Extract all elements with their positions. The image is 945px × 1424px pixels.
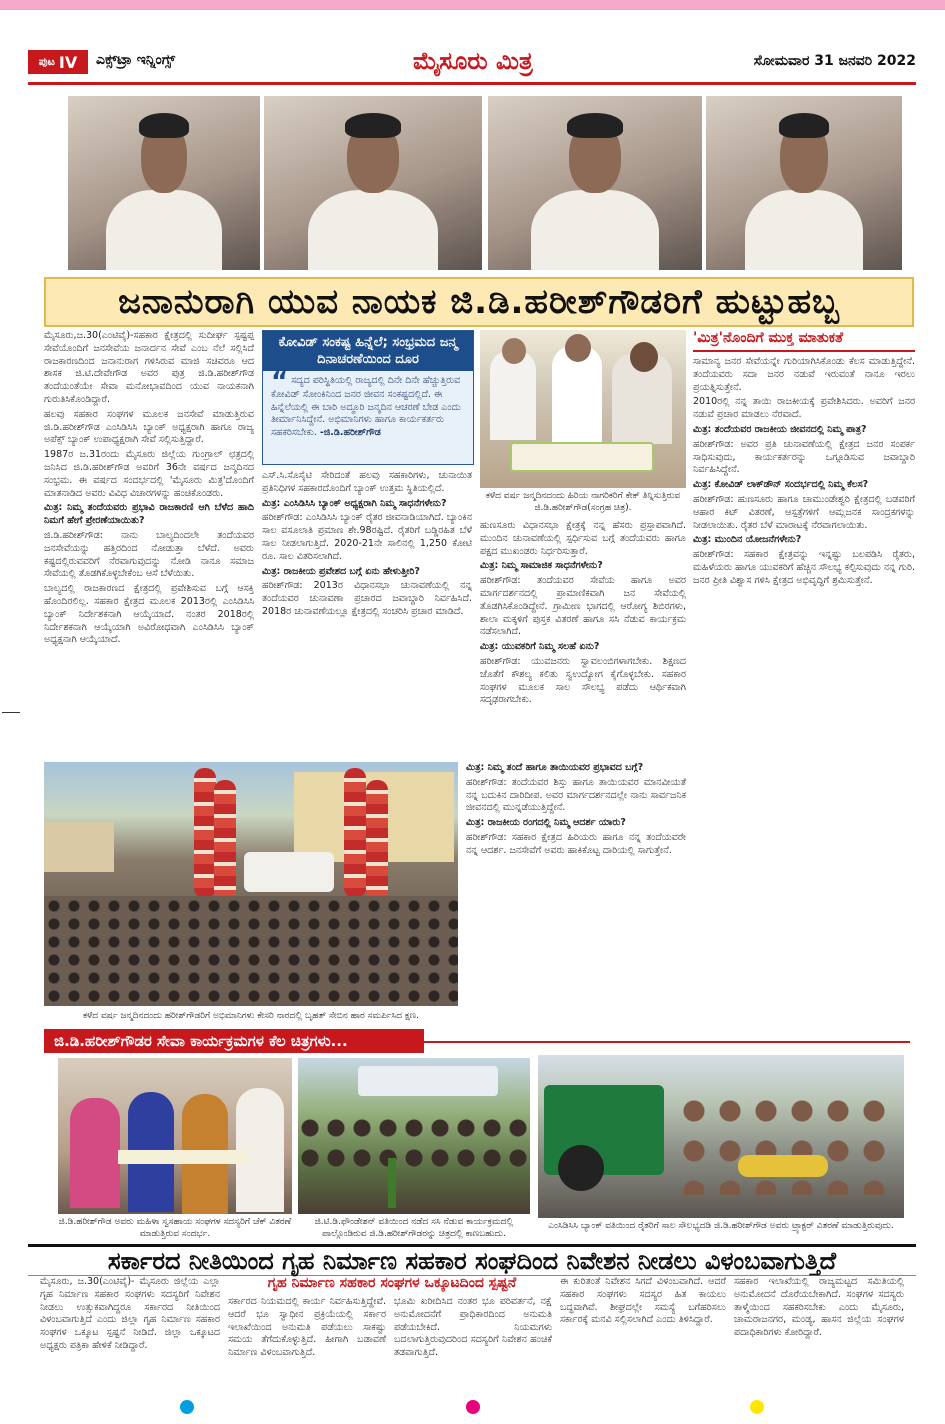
article-paragraph: 1987ರ ಜ.31ರಂದು ಮೈಸೂರು ಜಿಲ್ಲೆಯ ಗುಂಗ್ರಾಲ್ ಛತ್ರದಲ್ಲಿ ಜನಿಸಿದ ಜಿ.ಡಿ.ಹರೀಶ್‌ಗೌಡ ಅವರಿಗೆ 36ನೇ ವರ್ಷದ ಜನ್ಮದಿನದ ಸಂಭ್ರಮ. ಈ ವರ್ಷದ ಸಂದರ್ಭದಲ್ಲಿ 'ಮೈಸೂರು ಮಿತ್ರ'ದೊಂದಿಗೆ ಮಾತನಾಡಿದ ಅವರು ವಿವಿಧ ವಿಚಾರಗಳನ್ನು ಹಂಚಿಕೊಂಡರು. bbox=[44, 449, 254, 499]
interview-answer: ಹರೀಶ್‌ಗೌಡ: ತಂದೆಯವರ ಸೇವೆಯ ಹಾಗೂ ಅವರ ಮಾರ್ಗದರ್ಶನದಲ್ಲಿ ಪ್ರಾಮಾಣಿಕವಾಗಿ ಜನ ಸೇವೆಯಲ್ಲಿ ತೊಡಗಿಸಿಕೊಂಡಿದ್ದೇನೆ. ಗ್ರಾಮೀಣ ಭಾಗದಲ್ಲಿ ಆರೋಗ್ಯ ಶಿಬಿರಗಳು, ಶಾಲಾ ಮಕ್ಕಳಿಗೆ ಪುಸ್ತಕ ವಿತರಣೆ ಹಾಗೂ ಸಸಿ ನೆಡುವ ಕಾರ್ಯಕ್ರಮ ನಡೆಸಲಾಗಿದೆ. bbox=[480, 575, 686, 638]
interview-answer: ಜಿ.ಡಿ.ಹರೀಶ್‌ಗೌಡ: ನಾನು ಬಾಲ್ಯದಿಂದಲೇ ತಂದೆಯವರ ಜನಸೇವೆಯನ್ನು ಹತ್ತಿರದಿಂದ ನೋಡುತ್ತಾ ಬೆಳೆದೆ. ಅವರು ಕಷ್ಟದಲ್ಲಿರುವವರಿಗೆ ನೆರವಾಗುವುದನ್ನು ನೋಡಿ ನಾನೂ ಸಮಾಜ ಸೇವೆಯಲ್ಲಿ ತೊಡಗಿಕೊಳ್ಳಬೇಕೆಂಬ ಆಸೆ ಬೆಳೆಯಿತು. bbox=[44, 529, 254, 580]
interview-answer: ಹರೀಶ್‌ಗೌಡ: ಸಹಕಾರ ಕ್ಷೇತ್ರವನ್ನು ಇನ್ನಷ್ಟು ಬಲಪಡಿಸಿ ರೈತರು, ಮಹಿಳೆಯರು ಹಾಗೂ ಯುವಕರಿಗೆ ಹೆಚ್ಚಿನ ಸೌಲಭ್ಯ ಕಲ್ಪಿಸುವುದು ನನ್ನ ಗುರಿ. ಜನರ ಪ್ರೀತಿ ವಿಶ್ವಾಸ ಗಳಿಸಿ ಕ್ಷೇತ್ರದ ಅಭಿವೃದ್ಧಿಗೆ ಶ್ರಮಿಸುತ್ತೇನೆ. bbox=[693, 549, 915, 586]
quote-text: ಸದ್ಯದ ಪರಿಸ್ಥಿತಿಯಲ್ಲಿ ರಾಜ್ಯದಲ್ಲಿ ದಿನೇ ದಿನೇ ಹೆಚ್ಚುತ್ತಿರುವ ಕೋವಿಡ್ ಸೋಂಕಿನಿಂದ ಜನರ ಜೀವನ ಸಂಕಷ್ಟದಲ್ಲಿದೆ. ಈ ಹಿನ್ನೆಲೆಯಲ್ಲಿ ಈ ಬಾರಿ ಅದ್ಧೂರಿ ಜನ್ಮದಿನ ಆಚರಣೆ ಬೇಡ ಎಂದು ತೀರ್ಮಾನಿಸಿದ್ದೇನೆ. ಅಭಿಮಾನಿಗಳು ಹಾಗೂ ಕಾರ್ಯಕರ್ತರು ಸಹಕರಿಸಬೇಕು. bbox=[271, 375, 461, 438]
interview-answer: ಹರೀಶ್‌ಗೌಡ: ತಂದೆಯವರ ಶಿಸ್ತು ಹಾಗೂ ತಾಯಿಯವರ ಮಾನವೀಯತೆ ನನ್ನ ಬದುಕಿನ ದಾರಿದೀಪ. ಅವರ ಮಾರ್ಗದರ್ಶನದಲ್ಲೇ ನಾನು ಸಾರ್ವಜನಿಕ ಜೀವನದಲ್ಲಿ ಮುನ್ನಡೆಯುತ್ತಿದ್ದೇನೆ. bbox=[466, 776, 686, 814]
portrait-photo-4 bbox=[706, 96, 902, 270]
fold-mark bbox=[2, 712, 20, 713]
interview-question: ಮಿತ್ರ: ರಾಜಕೀಯ ರಂಗದಲ್ಲಿ ನಿಮ್ಮ ಆದರ್ಶ ಯಾರು? bbox=[466, 817, 626, 829]
page-prefix: ಪುಟ bbox=[38, 55, 55, 68]
interview-answer: ಹರೀಶ್‌ಗೌಡ: ಯುವಜನರು ಸ್ವಾವಲಂಬಿಗಳಾಗಬೇಕು. ಶಿಕ್ಷಣದ ಜೊತೆಗೆ ಕೌಶಲ್ಯ ಕಲಿತು ಸ್ವಉದ್ಯೋಗ ಕೈಗೊಳ್ಳಬೇಕು. ಸಹಕಾರ ಸಂಘಗಳ ಮೂಲಕ ಸಾಲ ಸೌಲಭ್ಯ ಪಡೆದು ಆರ್ಥಿಕವಾಗಿ ಸದೃಢರಾಗಬೇಕು. bbox=[480, 655, 686, 706]
interview-question: ಮಿತ್ರ: ನಿಮ್ಮ ಸಾಮಾಜಿಕ ಸಾಧನೆಗಳೇನು? bbox=[480, 560, 603, 572]
page-number-badge bbox=[28, 50, 88, 74]
cake-cutting-photo bbox=[480, 330, 686, 488]
article-column-3 bbox=[480, 520, 686, 754]
interview-answer: ಬಾಲ್ಯದಲ್ಲಿ ರಾಜಕಾರಣದ ಕ್ಷೇತ್ರದಲ್ಲಿ ಪ್ರವೇಶಿಸುವ ಬಗ್ಗೆ ಆಸಕ್ತಿ ಹೊಂದಿರಲಿಲ್ಲ. ಸಹಕಾರ ಕ್ಷೇತ್ರದ ಮೂಲಕ 2013ರಲ್ಲಿ ಎಂಸಿಡಿಸಿಸಿ ಬ್ಯಾಂಕ್ ನಿರ್ದೇಶಕನಾಗಿ ಆಯ್ಕೆಯಾದೆ. ನಂತರ 2018ರಲ್ಲಿ ನಿರ್ದೇಶಕನಾಗಿ ಆಯ್ಕೆಯಾಗಿ ಅವಿರೋಧವಾಗಿ ಎಂಸಿಡಿಸಿಸಿ ಬ್ಯಾಂಕ್ ಅಧ್ಯಕ್ಷನಾಗಿ ಆಯ್ಕೆಯಾದೆ. bbox=[44, 583, 254, 646]
interview-answer: ಹರೀಶ್‌ಗೌಡ: ಸಹಕಾರ ಕ್ಷೇತ್ರದ ಹಿರಿಯರು ಹಾಗೂ ನನ್ನ ತಂದೆಯವರೇ ನನ್ನ ಆದರ್ಶ. ಜನಸೇವೆಗೆ ಅವರು ಹಾಕಿಕೊಟ್ಟ ದಾರಿಯಲ್ಲಿ ಸಾಗುತ್ತೇನೆ. bbox=[466, 831, 686, 856]
covid-box-heading: ಕೋವಿಡ್ ಸಂಕಷ್ಟ ಹಿನ್ನೆಲೆ; ಸಂಭ್ರಮದ ಜನ್ಮ ದಿನಾಚರಣೆಯಿಂದ ದೂರ bbox=[263, 331, 473, 371]
portrait-photo-1 bbox=[68, 96, 260, 270]
portrait-photo-2 bbox=[264, 96, 482, 270]
interview-answer: ಹರೀಶ್‌ಗೌಡ: ಹುಣಸೂರು ಹಾಗೂ ಚಾಮುಂಡೇಶ್ವರಿ ಕ್ಷೇತ್ರದಲ್ಲಿ ಬಡವರಿಗೆ ಆಹಾರ ಕಿಟ್ ವಿತರಣೆ, ಆಸ್ಪತ್ರೆಗಳಿಗೆ ಆಮ್ಲಜನಕ ಸಾಂದ್ರಕಗಳನ್ನು ನೀಡಲಾಯಿತು. ರೈತರ ಬೆಳೆ ಮಾರಾಟಕ್ಕೆ ನೆರವಾಗಲಾಯಿತು. bbox=[693, 493, 915, 531]
article-column-3-lower bbox=[466, 762, 686, 1024]
interview-question: ಮಿತ್ರ: ಯುವಕರಿಗೆ ನಿಮ್ಮ ಸಲಹೆ ಏನು? bbox=[480, 641, 600, 653]
interview-question: ಮಿತ್ರ: ಕೋವಿಡ್ ಲಾಕ್‌ಡೌನ್ ಸಂದರ್ಭದಲ್ಲಿ ನಿಮ್ಮ ಕೆಲಸ? bbox=[693, 479, 869, 491]
seva-photo-tree-planting bbox=[298, 1058, 530, 1214]
main-headline: ಜನಾನುರಾಗಿ ಯುವ ನಾಯಕ ಜಿ.ಡಿ.ಹರೀಶ್‌ಗೌಡರಿಗೆ ಹುಟ್ಟುಹಬ್ಬ bbox=[44, 277, 914, 327]
interview-question: ಮಿತ್ರ: ಎಂಸಿಡಿಸಿಸಿ ಬ್ಯಾಂಕ್ ಅಧ್ಯಕ್ಷರಾಗಿ ನಿಮ್ಮ ಸಾಧನೆಗಳೇನು? bbox=[262, 497, 447, 509]
interview-question: ಮಿತ್ರ: ನಿಮ್ಮ ತಂದೆ ಹಾಗೂ ತಾಯಿಯವರ ಪ್ರಭಾವದ ಬಗ್ಗೆ? bbox=[466, 762, 644, 773]
second-story-subheadline: ಗೃಹ ನಿರ್ಮಾಣ ಸಹಕಾರ ಸಂಘಗಳ ಒಕ್ಕೂಟದಿಂದ ಸ್ಪಷ್ಟನೆ bbox=[267, 1275, 517, 1291]
cake-photo-caption: ಕಳೆದ ವರ್ಷ ಜನ್ಮದಿನದಂದು ಹಿರಿಯ ನಾಗರಿಕರಿಗೆ ಕೇಕ್ ತಿನ್ನಿಸುತ್ತಿರುವ ಜಿ.ಡಿ.ಹರೀಶ್‌ಗೌಡ(ಸಂಗ್ರಹ ಚಿತ್ರ). bbox=[485, 491, 681, 513]
article-column-1 bbox=[44, 330, 254, 754]
interview-answer: ಹರೀಶ್‌ಗೌಡ: ಎಂಸಿಡಿಸಿಸಿ ಬ್ಯಾಂಕ್ ರೈತರ ಜೀವನಾಡಿಯಾಗಿದೆ. ಬ್ಯಾಂಕಿನ ಸಾಲ ವಸೂಲಾತಿ ಪ್ರಮಾಣ ಶೇ.98ರಷ್ಟಿದೆ. ರೈತರಿಗೆ ಬಡ್ಡಿರಹಿತ ಬೆಳೆ ಸಾಲ ನೀಡಲಾಗುತ್ತಿದೆ. 2020-21ನೇ ಸಾಲಿನಲ್ಲಿ 1,250 ಕೋಟಿ ರೂ. ಸಾಲ ವಿತರಿಸಲಾಗಿದೆ. bbox=[262, 512, 472, 562]
article-column-4 bbox=[693, 356, 915, 1020]
seva-caption-3: ಎಂಸಿಡಿಸಿಸಿ ಬ್ಯಾಂಕ್ ವತಿಯಿಂದ ರೈತರಿಗೆ ಸಾಲ ಸೌಲಭ್ಯದಡಿ ಜಿ.ಡಿ.ಹರೀಶ್‌ಗೌಡ ಅವರು ಟ್ರ್ಯಾಕ್ಟರ್ ವಿತರಣೆ ಮಾಡುತ್ತಿರುವುದು. bbox=[548, 1221, 894, 1231]
interview-question: ಮಿತ್ರ: ತಂದೆಯವರ ರಾಜಕೀಯ ಜೀವನದಲ್ಲಿ ನಿಮ್ಮ ಪಾತ್ರ? bbox=[693, 423, 867, 435]
seva-photo-tractor bbox=[538, 1055, 904, 1218]
quote-attribution: -ಜಿ.ಡಿ.ಹರೀಶ್‌ಗೌಡ bbox=[319, 426, 381, 438]
article-column-2 bbox=[262, 470, 472, 754]
rally-photo-caption: ಕಳೆದ ವರ್ಷ ಜನ್ಮದಿನದಂದು ಹರೀಶ್‌ಗೌಡರಿಗೆ ಅಭಿಮಾನಿಗಳು ಕೇಸರಿ ನಾರದಲ್ಲಿ ಬೃಹತ್ ಸೇಬಿನ ಹಾರ ಸಮರ್ಪಿಸಿದ ಕ್ಷಣ. bbox=[82, 1011, 419, 1021]
second-story-column-5: ಸಹಕಾರ ಇಲಾಖೆಯಲ್ಲಿ ರಾಜ್ಯಮಟ್ಟದ ಸಮಿತಿಯಲ್ಲಿ ಅನುಮೋದನೆ ದೊರೆಯಬೇಕಾಗಿದೆ. ಸಂಘಗಳ ಸದಸ್ಯರು ತಾಳ್ಮೆಯಿಂದ ಸಹಕರಿಸಬೇಕು ಎಂದು ಮೈಸೂರು, ಚಾಮರಾಜನಗರ, ಮಂಡ್ಯ, ಹಾಸನ ಜಿಲ್ಲೆಯ ಸಂಘಗಳ ಪದಾಧಿಕಾರಿಗಳು ಕೋರಿದ್ದಾರೆ. bbox=[734, 1276, 904, 1339]
article-paragraph: 2010ರಲ್ಲಿ ನನ್ನ ತಾಯಿ ರಾಜಕೀಯಕ್ಕೆ ಪ್ರವೇಶಿಸಿದರು. ಅವರಿಗೆ ಜನರ ನಡುವೆ ಪ್ರಚಾರ ಮಾಡಲು ನೆರವಾದೆ. bbox=[693, 396, 915, 421]
issue-date: ಸೋಮವಾರ 31 ಜನವರಿ 2022 bbox=[753, 53, 916, 69]
registration-dot-cyan bbox=[180, 1400, 194, 1414]
page-header bbox=[28, 44, 916, 85]
birthday-rally-photo bbox=[44, 762, 458, 1006]
second-story-column-3: ಭೂಮಿ ಖರೀದಿಸಿದ ನಂತರ ಭೂ ಪರಿವರ್ತನೆ, ನಕ್ಷೆ ಅನುಮೋದನೆಗೆ ಪ್ರಾಧಿಕಾರದಿಂದ ಅನುಮತಿ ಪಡೆಯಬೇಕಿದೆ. ನಿಯಮಗಳು ಬದಲಾಗುತ್ತಿರುವುದರಿಂದ ಸದಸ್ಯರಿಗೆ ನಿವೇಶನ ಹಂಚಿಕೆ ತಡವಾಗುತ್ತಿದೆ. bbox=[394, 1296, 552, 1359]
interview-answer: ಹರೀಶ್‌ಗೌಡ: ಅವರ ಪ್ರತಿ ಚುನಾವಣೆಯಲ್ಲಿ ಕ್ಷೇತ್ರದ ಜನರ ಸಂಪರ್ಕ ಸಾಧಿಸುವುದು, ಕಾರ್ಯಕರ್ತರನ್ನು ಒಗ್ಗೂಡಿಸುವ ಜವಾಬ್ದಾರಿ ನಿರ್ವಹಿಸಿದ್ದೇನೆ. bbox=[693, 438, 915, 476]
interview-question: ಮಿತ್ರ: ನಿಮ್ಮ ತಂದೆಯವರು ಪ್ರಭಾವಿ ರಾಜಕಾರಣಿ ಆಗಿ ಬೆಳೆದ ಹಾದಿ ನಿಮಗೆ ಹೇಗೆ ಪ್ರೇರಣೆಯಾಯಿತು? bbox=[44, 502, 254, 527]
quote-mark-icon: “ bbox=[271, 367, 289, 397]
interview-section-heading: 'ಮಿತ್ರ'ನೊಂದಿಗೆ ಮುಕ್ತ ಮಾತುಕತೆ bbox=[693, 330, 915, 352]
article-paragraph: ಸಾಮಾನ್ಯ ಜನರ ಸೇವೆಯನ್ನೇ ಗುರಿಯಾಗಿಸಿಕೊಂಡು ಕೆಲಸ ಮಾಡುತ್ತಿದ್ದೇನೆ. ತಂದೆಯವರು ಸದಾ ಜನರ ನಡುವೆ ಇರುವಂತೆ ನಾನೂ ಇರಲು ಪ್ರಯತ್ನಿಸುತ್ತೇನೆ. bbox=[693, 356, 915, 393]
interview-question: ಮಿತ್ರ: ಮುಂದಿನ ಯೋಜನೆಗಳೇನು? bbox=[693, 534, 802, 546]
registration-dot-yellow bbox=[750, 1400, 764, 1414]
masthead-logo: ಮೈಸೂರು ಮಿತ್ರ bbox=[413, 46, 533, 75]
article-paragraph: ಎಸ್‌.ಸಿ.ಸೊಸೈಟಿ ಸೇರಿದಂತೆ ಹಲವು ಸಹಕಾರಿಗಳು, ಚುನಾಯಿತ ಪ್ರತಿನಿಧಿಗಳ ಸಹಕಾರದೊಂದಿಗೆ ಬ್ಯಾಂಕ್ ಉತ್ತಮ ಸ್ಥಿತಿಯಲ್ಲಿದೆ. bbox=[262, 470, 472, 494]
section-divider bbox=[424, 1041, 910, 1043]
seva-photo-cheque bbox=[58, 1058, 292, 1214]
interview-answer: ಹರೀಶ್‌ಗೌಡ: 2013ರ ವಿಧಾನಸಭಾ ಚುನಾವಣೆಯಲ್ಲಿ ನನ್ನ ತಂದೆಯವರ ಚುನಾವಣಾ ಪ್ರಚಾರದ ಜವಾಬ್ದಾರಿ ನಿರ್ವಹಿಸಿದೆ. 2018ರ ಚುನಾವಣೆಯಲ್ಲೂ ಕ್ಷೇತ್ರದಲ್ಲಿ ಸಂಚರಿಸಿ ಪ್ರಚಾರ ಮಾಡಿದೆ. bbox=[262, 580, 472, 617]
covid-quote-box bbox=[262, 330, 474, 465]
interview-question: ಮಿತ್ರ: ರಾಜಕೀಯ ಪ್ರವೇಶದ ಬಗ್ಗೆ ಏನು ಹೇಳುತ್ತೀರಿ? bbox=[262, 565, 420, 577]
covid-box-quote bbox=[263, 367, 473, 443]
second-story-headline: ಸರ್ಕಾರದ ನೀತಿಯಿಂದ ಗೃಹ ನಿರ್ಮಾಣ ಸಹಕಾರ ಸಂಘದಿಂದ ನಿವೇಶನ ನೀಡಲು ವಿಳಂಬವಾಗುತ್ತಿದೆ bbox=[28, 1244, 916, 1276]
seva-caption-1: ಜಿ.ಡಿ.ಹರೀಶ್‌ಗೌಡ ಅವರು ಮಹಿಳಾ ಸ್ವಸಹಾಯ ಸಂಘಗಳ ಸದಸ್ಯರಿಗೆ ಚೆಕ್ ವಿತರಣೆ ಮಾಡುತ್ತಿರುವ ಸಂದರ್ಭ. bbox=[58, 1217, 292, 1239]
seva-section-heading: ಜಿ.ಡಿ.ಹರೀಶ್‌ಗೌಡರ ಸೇವಾ ಕಾರ್ಯಕ್ರಮಗಳ ಕೆಲ ಚಿತ್ರಗಳು... bbox=[44, 1029, 424, 1053]
registration-dot-magenta bbox=[466, 1400, 480, 1414]
second-story-column-2: ಸರ್ಕಾರದ ನಿಯಮದಲ್ಲಿ ಕಾರ್ಯ ನಿರ್ವಹಿಸುತ್ತಿದ್ದೇವೆ. ಆದರೆ ಭೂ ಸ್ವಾಧೀನ ಪ್ರಕ್ರಿಯೆಯಲ್ಲಿ ಸರ್ಕಾರ ಇಲಾಖೆಯಿಂದ ಅನುಮತಿ ಪಡೆಯಲು ಸಾಕಷ್ಟು ಸಮಯ ತೆಗೆದುಕೊಳ್ಳುತ್ತಿದೆ. ಹೀಗಾಗಿ ಬಡಾವಣೆ ನಿರ್ಮಾಣ ವಿಳಂಬವಾಗುತ್ತಿದೆ. bbox=[228, 1296, 386, 1359]
second-story-column-4: ಈ ಕುರಿತಂತೆ ನಿವೇಶನ ಸಿಗದೆ ವಿಳಂಬವಾಗಿದೆ. ಆದರೆ ಸಹಕಾರ ಸಂಘಗಳು ಸದಸ್ಯರ ಹಿತ ಕಾಯಲು ಬದ್ಧವಾಗಿವೆ. ಶೀಘ್ರದಲ್ಲೇ ಸಮಸ್ಯೆ ಬಗೆಹರಿಸಲು ಸರ್ಕಾರಕ್ಕೆ ಮನವಿ ಸಲ್ಲಿಸಲಾಗಿದೆ ಎಂದು ತಿಳಿಸಿದ್ದಾರೆ. bbox=[560, 1276, 726, 1326]
portrait-photo-3 bbox=[488, 96, 702, 270]
article-paragraph: ಹುಣಸೂರು ವಿಧಾನಸಭಾ ಕ್ಷೇತ್ರಕ್ಕೆ ನನ್ನ ಹೆಸರು ಪ್ರಸ್ತಾಪವಾಗಿದೆ. ಮುಂದಿನ ಚುನಾವಣೆಯಲ್ಲಿ ಸ್ಪರ್ಧಿಸುವ ಬಗ್ಗೆ ತಂದೆಯವರು ಹಾಗೂ ಪಕ್ಷದ ಮುಖಂಡರು ನಿರ್ಧರಿಸುತ್ತಾರೆ. bbox=[480, 520, 686, 557]
second-story-column-1: ಮೈಸೂರು, ಜ.30(ಎಂಟಿವೈ)- ಮೈಸೂರು ಜಿಲ್ಲೆಯ ಎಲ್ಲಾ ಗೃಹ ನಿರ್ಮಾಣ ಸಹಕಾರ ಸಂಘಗಳು ಸದಸ್ಯರಿಗೆ ನಿವೇಶನ ನೀಡಲು ಉತ್ಸುಕವಾಗಿದ್ದರೂ ಸರ್ಕಾರದ ನೀತಿಯಿಂದ ವಿಳಂಬವಾಗುತ್ತಿದೆ ಎಂದು ಜಿಲ್ಲಾ ಗೃಹ ನಿರ್ಮಾಣ ಸಹಕಾರ ಸಂಘಗಳ ಒಕ್ಕೂಟ ಸ್ಪಷ್ಟನೆ ನೀಡಿದೆ. ಜಿಲ್ಲಾ ಒಕ್ಕೂಟದ ಅಧ್ಯಕ್ಷರು ಪತ್ರಿಕಾ ಹೇಳಿಕೆ ನೀಡಿದ್ದಾರೆ. bbox=[40, 1276, 220, 1351]
page-number: IV bbox=[58, 52, 78, 72]
article-paragraph: ಹಲವು ಸಹಕಾರ ಸಂಘಗಳ ಮೂಲಕ ಜನಸೇವೆ ಮಾಡುತ್ತಿರುವ ಜಿ.ಡಿ.ಹರೀಶ್‌ಗೌಡ ಎಂಸಿಡಿಸಿಸಿ ಬ್ಯಾಂಕ್ ಅಧ್ಯಕ್ಷರಾಗಿ ಹಾಗೂ ರಾಜ್ಯ ಅಪೆಕ್ಸ್ ಬ್ಯಾಂಕ್ ಉಪಾಧ್ಯಕ್ಷರಾಗಿ ಸೇವೆ ಸಲ್ಲಿಸುತ್ತಿದ್ದಾರೆ. bbox=[44, 408, 254, 446]
article-paragraph: ಮೈಸೂರು,ಜ.30(ಎಂಟಿವೈ)-ಸಹಕಾರ ಕ್ಷೇತ್ರದಲ್ಲಿ ಸುದೀರ್ಘ ಸ್ಪಷ್ಟಪ್ಪ ಸೇವೆಯೊಂದಿಗೆ ಜನಸೇವೆಯ ಜನಾರ್ದನ ಸೇವೆ ಎಂಬ ನೆಲೆ ಸಲ್ಲಿಸಿದೆ ರಾಜಕಾರಣದಿಂದ ಜನಾನುರಾಗ ಗಳಿಸಿರುವ ಮಾಜಿ ಸಚಿವರೂ ಆದ ಶಾಸಕ ಜಿ.ಟಿ.ದೇವೇಗೌಡ ಅವರ ಪುತ್ರ ಜಿ.ಡಿ.ಹರೀಶ್‌ಗೌಡ ತಂದೆಯಂತೆಯೇ ಸೇವಾ ಮನೋಭಾವದಿಂದ ಯುವ ನಾಯಕನಾಗಿ ಗುರುತಿಸಿಕೊಂಡಿದ್ದಾರೆ. bbox=[44, 330, 254, 405]
seva-caption-2: ಜಿ.ಟಿ.ಡಿ.ಫೌಂಡೇಶನ್ ವತಿಯಿಂದ ನಡೆದ ಸಸಿ ನೆಡುವ ಕಾರ್ಯಕ್ರಮದಲ್ಲಿ ಪಾಲ್ಗೊಂಡಿರುವ ಜಿ.ಡಿ.ಹರೀಶ್‌ಗೌಡರನ್ನು ಚಿತ್ರದಲ್ಲಿ ಕಾಣಬಹುದು. bbox=[314, 1217, 514, 1239]
print-registration-bar bbox=[0, 0, 945, 10]
section-name: ಎಕ್ಸ್‌ಟ್ರಾ ಇನ್ನಿಂಗ್ಸ್ bbox=[96, 52, 176, 68]
